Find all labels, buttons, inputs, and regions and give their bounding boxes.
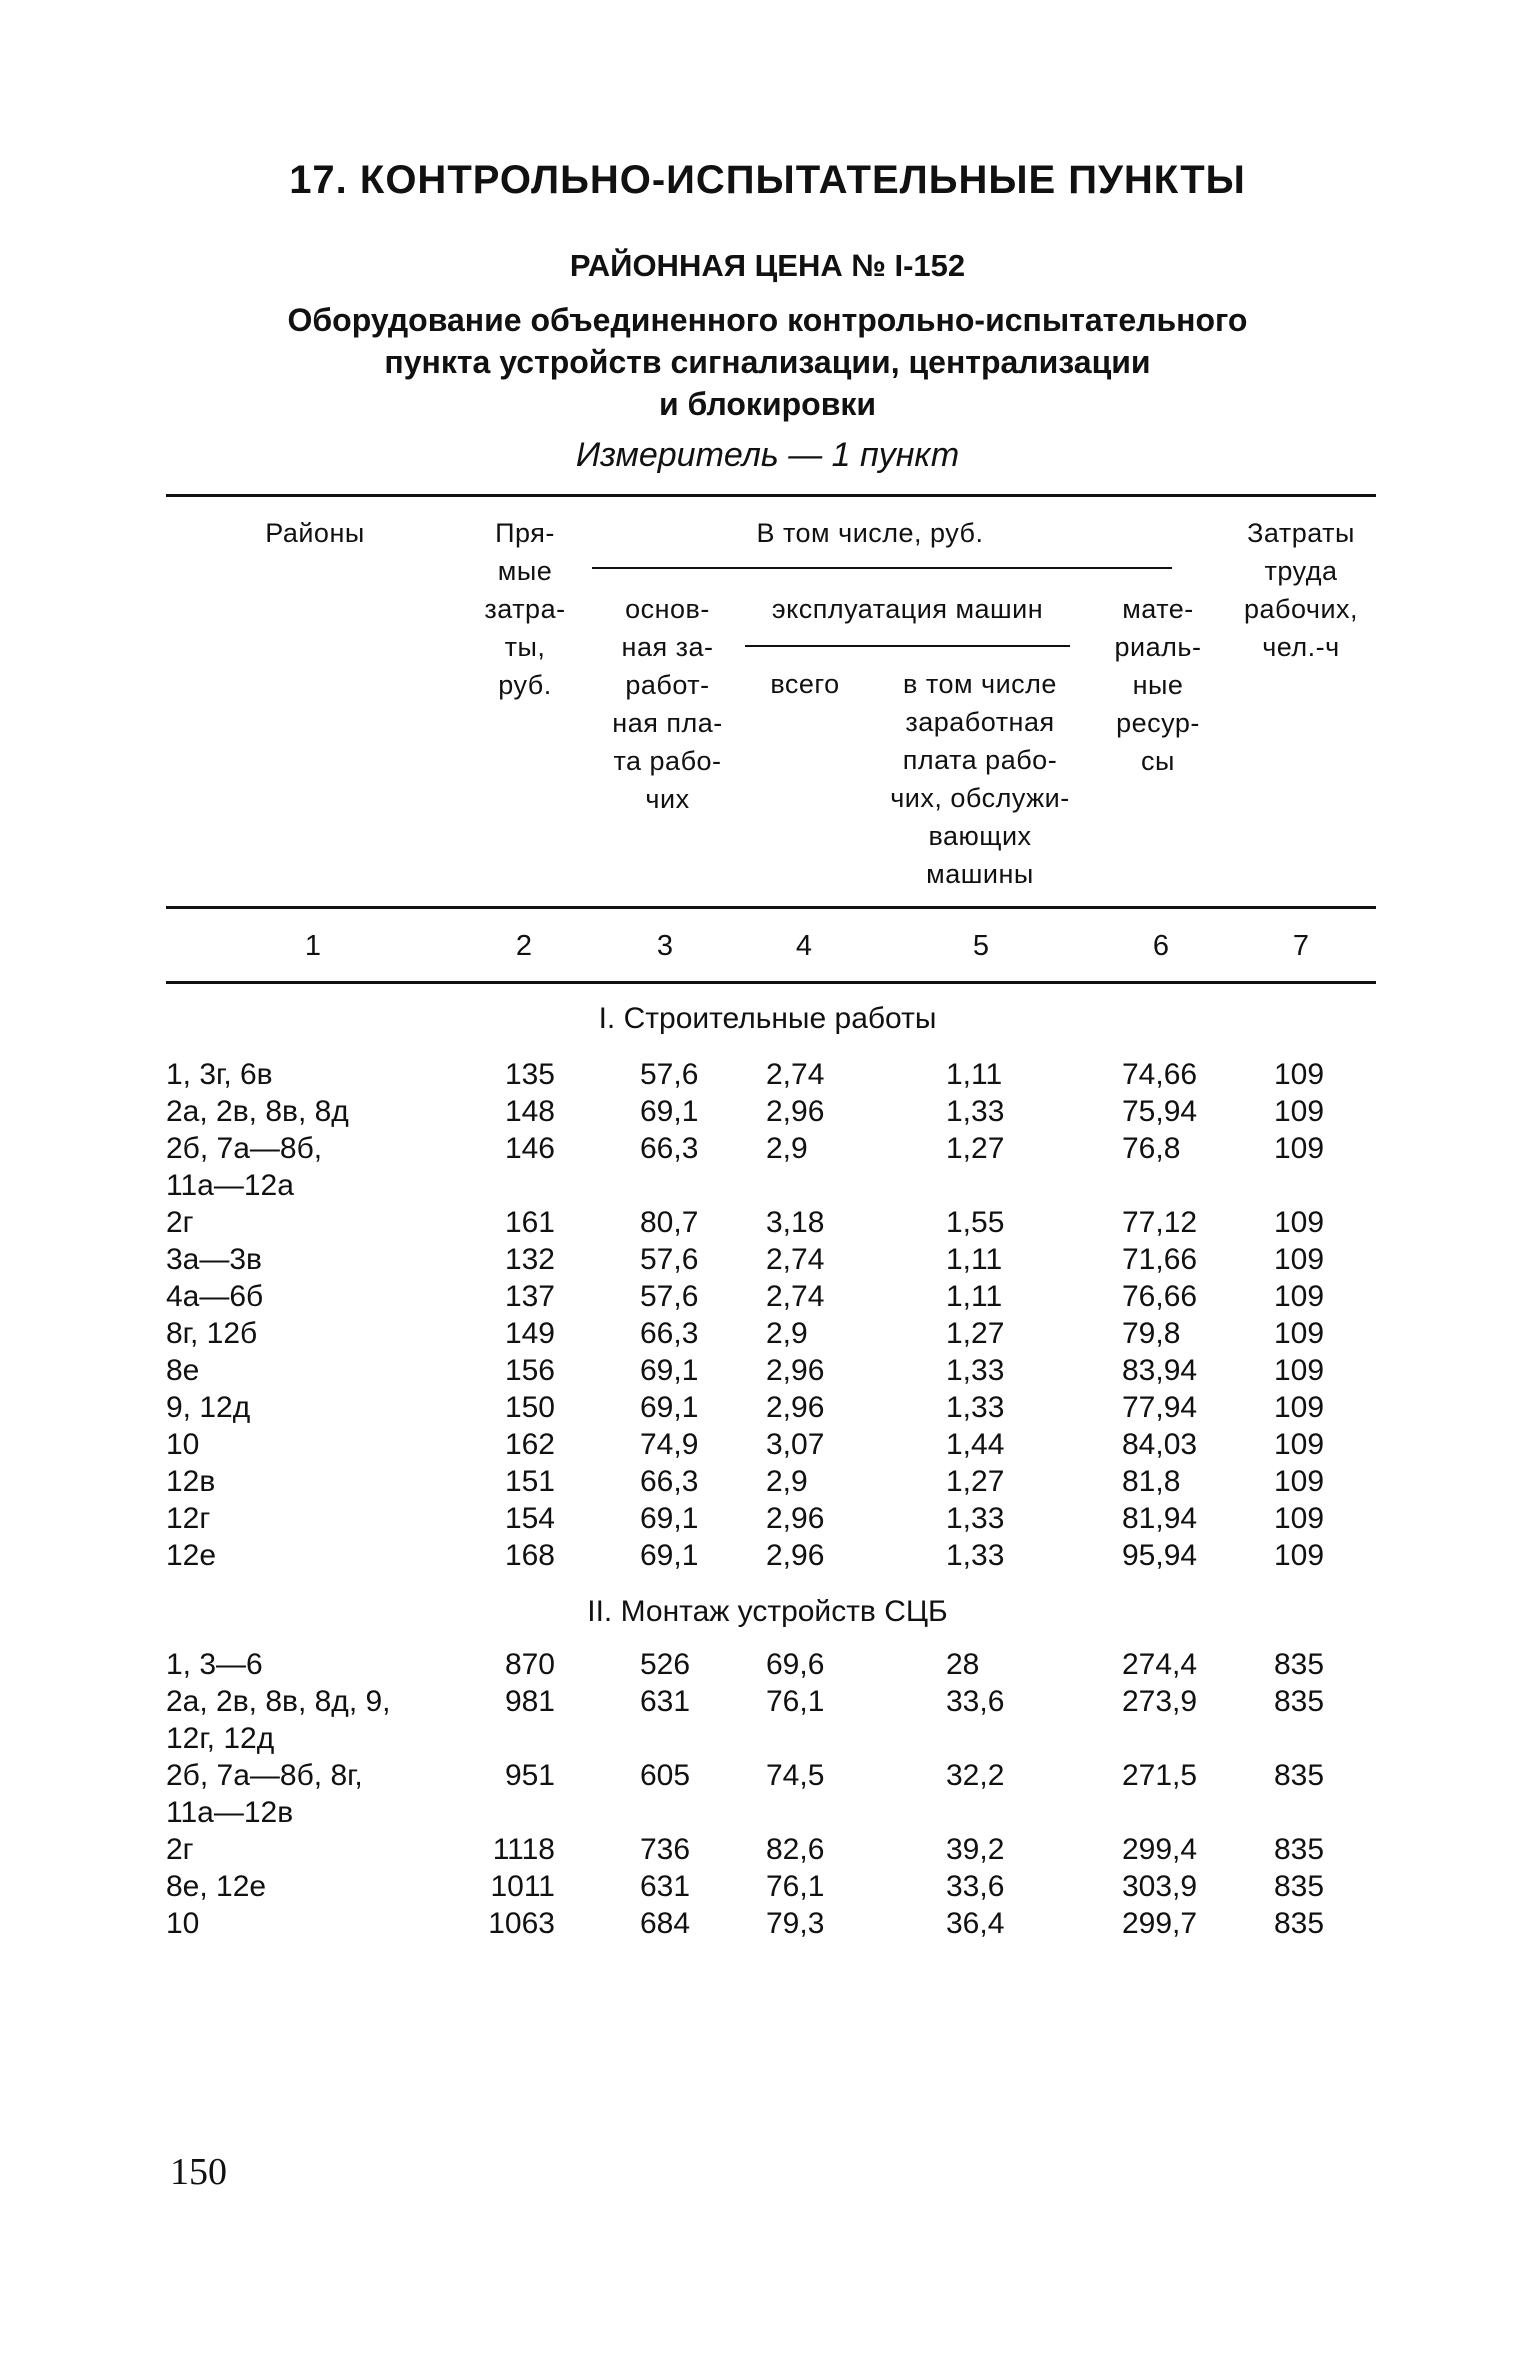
direct-costs-cell: 148 [504,1095,555,1128]
header-line: риаль- [1114,632,1202,662]
base-wage-cell: 605 [640,1759,691,1792]
unit-measure: Измеритель — 1 пункт [575,436,960,474]
table-row [0,1502,1535,1539]
machine-wage-cell: 1,33 [946,1502,1005,1535]
machine-wage-cell: 1,27 [946,1465,1005,1498]
region-cell: 4а—6б [166,1280,264,1313]
table-row-continuation [0,1722,1535,1759]
header-line: чел.-ч [1262,632,1340,662]
labor-cell: 109 [1274,1243,1325,1276]
labor-cell: 109 [1274,1428,1325,1461]
machine-total-cell: 2,9 [766,1132,808,1165]
labor-cell: 109 [1274,1354,1325,1387]
header-bottom-rule [166,906,1376,909]
direct-costs-cell: 161 [504,1206,555,1239]
header-line: затра- [484,594,566,624]
machine-wage-cell: 1,11 [946,1058,1003,1091]
machine-total-cell: 3,07 [766,1428,825,1461]
direct-costs-cell: 146 [504,1132,555,1165]
table-row [0,1428,1535,1465]
section-title: I. Строительные работы [598,1002,937,1035]
materials-cell: 71,66 [1122,1243,1198,1276]
base-wage-cell: 684 [640,1907,691,1940]
column-number: 3 [656,930,674,962]
direct-costs-cell: 150 [504,1391,555,1424]
section-heading: 17. КОНТРОЛЬНО-ИСПЫТАТЕЛЬНЫЕ ПУНКТЫ [289,158,1246,202]
direct-costs-cell: 951 [504,1759,555,1792]
header-line: Затраты [1247,518,1355,548]
base-wage-cell: 57,6 [640,1280,699,1313]
header-line: мате- [1122,594,1194,624]
machine-wage-cell: 1,33 [946,1391,1005,1424]
machine-wage-cell: 1,44 [946,1428,1005,1461]
materials-cell: 74,66 [1122,1058,1198,1091]
labor-cell: 835 [1274,1833,1325,1866]
column-number: 7 [1292,930,1310,962]
materials-cell: 271,5 [1122,1759,1198,1792]
materials-cell: 79,8 [1122,1317,1181,1350]
table-row [0,1870,1535,1907]
column-number: 5 [972,930,990,962]
direct-costs-cell: 1011 [490,1870,555,1903]
header-base-wage [600,590,735,818]
table-row [0,1907,1535,1944]
direct-costs-cell: 156 [504,1354,555,1387]
labor-cell: 835 [1274,1648,1325,1681]
labor-cell: 109 [1274,1539,1325,1572]
price-title: РАЙОННАЯ ЦЕНА № I-152 [569,248,966,283]
header-direct-costs [470,514,580,704]
table-row [0,1280,1535,1317]
region-cell: 2г [166,1833,194,1866]
numbers-bottom-rule [166,981,1376,984]
materials-cell: 75,94 [1122,1095,1198,1128]
region-cell: 10 [166,1907,200,1940]
machine-wage-cell: 1,27 [946,1132,1005,1165]
labor-cell: 109 [1274,1317,1325,1350]
machine-total-cell: 2,74 [766,1280,825,1313]
equipment-title-line-3: и блокировки [658,386,877,422]
labor-cell: 109 [1274,1502,1325,1535]
base-wage-cell: 526 [640,1648,691,1681]
direct-costs-cell: 154 [504,1502,555,1535]
equipment-title-line-1: Оборудование объединенного контрольно-испытательного [287,302,1248,338]
table-top-rule [166,494,1376,497]
materials-cell: 77,12 [1122,1206,1198,1239]
machine-total-cell: 2,96 [766,1354,825,1387]
region-cell-continuation: 11а—12в [166,1796,294,1829]
region-cell: 12в [166,1465,216,1498]
header-machine-operation-text: эксплуатация машин [771,594,1044,624]
table-row [0,1685,1535,1722]
labor-cell: 109 [1274,1132,1325,1165]
header-line: ные [1132,670,1184,700]
region-cell-continuation: 12г, 12д [166,1722,275,1755]
direct-costs-cell: 1118 [492,1833,555,1866]
region-cell: 10 [166,1428,200,1461]
materials-cell: 303,9 [1122,1870,1198,1903]
machine-total-cell: 2,74 [766,1058,825,1091]
region-cell: 9, 12д [166,1391,251,1424]
header-line: ная за- [621,632,714,662]
table-row [0,1206,1535,1243]
region-cell: 2г [166,1206,194,1239]
column-number: 6 [1152,930,1170,962]
machine-total-cell: 82,6 [766,1833,825,1866]
header-line: чих, обслужи- [890,783,1070,813]
machine-wage-cell: 28 [946,1648,980,1681]
materials-cell: 273,9 [1122,1685,1198,1718]
table-row [0,1354,1535,1391]
machine-total-cell: 2,9 [766,1465,808,1498]
table-row [0,1759,1535,1796]
header-line: чих [645,784,690,814]
region-cell: 2а, 2в, 8в, 8д, 9, [166,1685,391,1718]
region-cell: 1, 3г, 6в [166,1058,273,1091]
table-row [0,1317,1535,1354]
base-wage-cell: 736 [640,1833,691,1866]
base-wage-cell: 69,1 [640,1539,699,1572]
header-regions-text: Районы [265,518,365,548]
machine-wage-cell: 1,55 [946,1206,1005,1239]
materials-cell: 274,4 [1122,1648,1198,1681]
machine-total-cell: 69,6 [766,1648,825,1681]
header-total-text: всего [770,669,840,699]
table-row [0,1243,1535,1280]
machine-wage-cell: 1,33 [946,1539,1005,1572]
direct-costs-cell: 168 [504,1539,555,1572]
base-wage-cell: 69,1 [640,1502,699,1535]
labor-cell: 109 [1274,1095,1325,1128]
labor-cell: 109 [1274,1391,1325,1424]
direct-costs-cell: 149 [504,1317,555,1350]
header-materials [1098,590,1218,780]
header-total [745,665,865,703]
header-line: заработная [905,707,1055,737]
machine-total-cell: 2,96 [766,1095,825,1128]
materials-cell: 299,7 [1122,1907,1198,1940]
machine-wage-cell: 1,11 [946,1280,1003,1313]
direct-costs-cell: 981 [504,1685,555,1718]
labor-cell: 109 [1274,1465,1325,1498]
header-line: мые [497,556,553,586]
materials-cell: 76,8 [1122,1132,1181,1165]
equipment-title-line-2: пункта устройств сигнализации, централизации [384,344,1151,380]
machine-wage-cell: 33,6 [946,1870,1005,1903]
header-line: в том числе [903,669,1057,699]
header-regions [240,514,390,552]
region-cell-continuation: 11а—12а [166,1169,294,1202]
machine-total-cell: 2,96 [766,1539,825,1572]
materials-cell: 81,94 [1122,1502,1198,1535]
column-number: 1 [304,930,322,962]
header-including-text: В том числе, руб. [756,518,984,548]
machine-wage-cell: 1,33 [946,1095,1005,1128]
direct-costs-cell: 135 [504,1058,555,1091]
materials-cell: 299,4 [1122,1833,1198,1866]
table-row [0,1465,1535,1502]
machine-total-cell: 2,9 [766,1317,808,1350]
including-rule [592,567,1172,569]
base-wage-cell: 74,9 [640,1428,699,1461]
labor-cell: 835 [1274,1870,1325,1903]
labor-cell: 109 [1274,1280,1325,1313]
machine-total-cell: 76,1 [766,1685,825,1718]
labor-cell: 835 [1274,1685,1325,1718]
machine-wage-cell: 1,11 [946,1243,1003,1276]
region-cell: 2а, 2в, 8в, 8д [166,1095,349,1128]
labor-cell: 835 [1274,1907,1325,1940]
region-cell: 8е [166,1354,200,1387]
base-wage-cell: 631 [640,1870,691,1903]
header-line: руб. [498,670,552,700]
machine-total-cell: 79,3 [766,1907,825,1940]
labor-cell: 835 [1274,1759,1325,1792]
labor-cell: 109 [1274,1058,1325,1091]
region-cell: 2б, 7а—8б, 8г, [166,1759,363,1792]
direct-costs-cell: 162 [504,1428,555,1461]
header-line: та рабо- [613,746,722,776]
column-number: 4 [795,930,813,962]
region-cell: 2б, 7а—8б, [166,1132,323,1165]
page-number: 150 [170,2151,227,2193]
header-line: труда [1264,556,1338,586]
machine-total-cell: 76,1 [766,1870,825,1903]
header-line: основ- [625,594,710,624]
table-row [0,1648,1535,1685]
machine-wage-cell: 39,2 [946,1833,1005,1866]
direct-costs-cell: 151 [504,1465,555,1498]
base-wage-cell: 69,1 [640,1354,699,1387]
base-wage-cell: 66,3 [640,1317,699,1350]
table-row-continuation [0,1796,1535,1833]
table-row [0,1539,1535,1576]
machine-total-cell: 2,74 [766,1243,825,1276]
header-line: рабочих, [1243,594,1359,624]
header-line: сы [1141,746,1175,776]
materials-cell: 77,94 [1122,1391,1198,1424]
machine-wage-cell: 1,27 [946,1317,1005,1350]
region-cell: 3а—3в [166,1243,262,1276]
materials-cell: 83,94 [1122,1354,1198,1387]
machine-wage-cell: 32,2 [946,1759,1005,1792]
materials-cell: 95,94 [1122,1539,1198,1572]
machine-total-cell: 74,5 [766,1759,825,1792]
region-cell: 12г [166,1502,211,1535]
table-row [0,1058,1535,1095]
header-including [690,514,1050,552]
region-cell: 12е [166,1539,217,1572]
direct-costs-cell: 1063 [488,1907,555,1940]
base-wage-cell: 66,3 [640,1465,699,1498]
header-machine-operation [745,590,1070,628]
table-row [0,1833,1535,1870]
header-line: ная пла- [612,708,723,738]
column-number: 2 [515,930,533,962]
machine-wage-cell: 36,4 [946,1907,1005,1940]
base-wage-cell: 80,7 [640,1206,699,1239]
machine-total-cell: 3,18 [766,1206,825,1239]
labor-cell: 109 [1274,1206,1325,1239]
base-wage-cell: 57,6 [640,1058,699,1091]
machine-total-cell: 2,96 [766,1391,825,1424]
header-line: ты, [504,632,546,662]
header-labor [1222,514,1380,666]
base-wage-cell: 66,3 [640,1132,699,1165]
header-line: работ- [625,670,710,700]
machine-total-cell: 2,96 [766,1502,825,1535]
header-line: Пря- [495,518,555,548]
header-line: вающих [928,821,1032,851]
header-incl-machine-wage [870,665,1090,893]
machine-wage-cell: 33,6 [946,1685,1005,1718]
table-row-continuation [0,1169,1535,1206]
region-cell: 8г, 12б [166,1317,258,1350]
header-line: ресур- [1116,708,1200,738]
table-row [0,1095,1535,1132]
section-title: II. Монтаж устройств СЦБ [587,1595,948,1628]
region-cell: 8е, 12е [166,1870,267,1903]
base-wage-cell: 57,6 [640,1243,699,1276]
base-wage-cell: 69,1 [640,1095,699,1128]
materials-cell: 81,8 [1122,1465,1181,1498]
direct-costs-cell: 137 [504,1280,555,1313]
region-cell: 1, 3—6 [166,1648,263,1681]
machine-operation-rule [745,645,1070,647]
table-row [0,1132,1535,1169]
direct-costs-cell: 870 [504,1648,555,1681]
direct-costs-cell: 132 [504,1243,555,1276]
base-wage-cell: 69,1 [640,1391,699,1424]
header-line: машины [926,859,1034,889]
base-wage-cell: 631 [640,1685,691,1718]
header-line: плата рабо- [902,745,1058,775]
table-row [0,1391,1535,1428]
machine-wage-cell: 1,33 [946,1354,1005,1387]
materials-cell: 76,66 [1122,1280,1198,1313]
materials-cell: 84,03 [1122,1428,1198,1461]
